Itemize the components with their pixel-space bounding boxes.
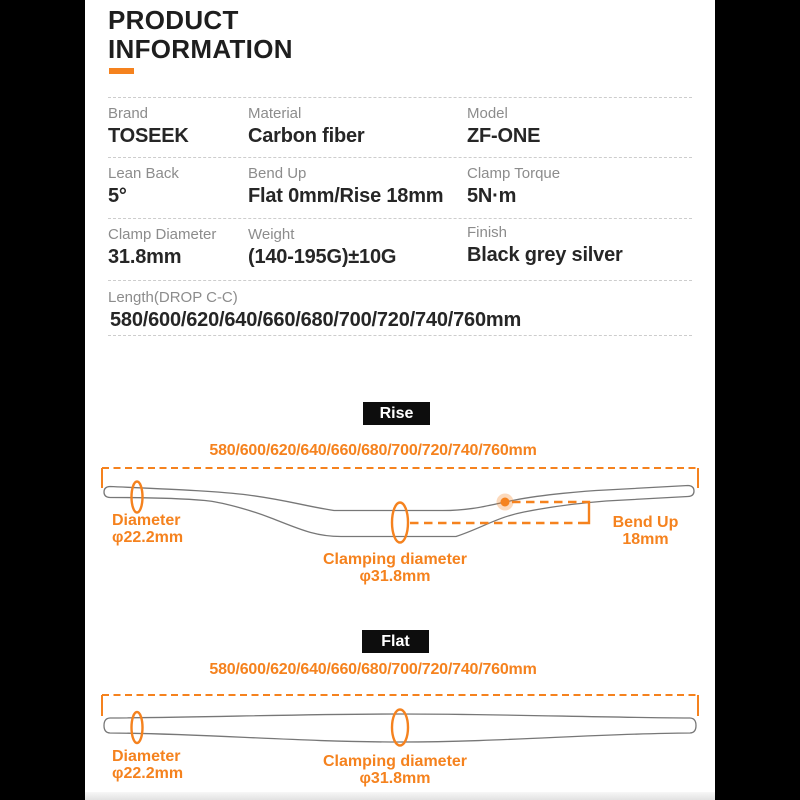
separator: [108, 218, 692, 219]
label-value: φ22.2mm: [112, 765, 184, 782]
spec-bend-up: [248, 165, 443, 208]
label-value: 18mm: [622, 531, 669, 548]
separator: [108, 97, 692, 98]
spec-model: [467, 105, 540, 148]
separator: [108, 280, 692, 281]
spec-value: ZF-ONE: [467, 125, 541, 147]
spec-length: [108, 289, 521, 332]
label-value: φ31.8mm: [359, 568, 431, 585]
spec-label: Finish: [467, 224, 508, 241]
spec-brand: [108, 105, 189, 148]
rise-bend-up-label: [583, 514, 708, 548]
flat-clamping-diameter-label: [280, 753, 510, 787]
spec-label: Weight: [248, 226, 295, 243]
spec-value: 5°: [108, 185, 127, 207]
spec-value: Flat 0mm/Rise 18mm: [248, 185, 444, 207]
spec-value: (140-195G)±10G: [248, 246, 397, 268]
spec-label: Material: [248, 105, 302, 122]
separator: [108, 335, 692, 336]
flat-section-tag: [362, 630, 429, 653]
page-title-line2: INFORMATION: [108, 34, 293, 64]
spec-value: Black grey silver: [467, 244, 623, 266]
flat-length-text: 580/600/620/640/660/680/700/720/740/760mm: [209, 661, 537, 678]
separator: [108, 157, 692, 158]
rise-length-text: 580/600/620/640/660/680/700/720/740/760mm: [209, 442, 537, 459]
flat-handlebar-outline: [104, 714, 696, 742]
spec-label: Model: [467, 105, 508, 122]
spec-label: Clamp Torque: [467, 165, 561, 182]
page-title-line1: PRODUCT: [108, 5, 239, 35]
label-value: φ22.2mm: [112, 529, 184, 546]
flat-grip-diameter-label: [112, 748, 183, 782]
label-text: Clamping diameter: [322, 551, 468, 568]
spec-weight: [248, 226, 396, 269]
spec-label: Lean Back: [108, 165, 179, 182]
rise-bend-dot: [501, 498, 510, 507]
spec-value: 31.8mm: [108, 246, 182, 268]
spec-value: 5N·m: [467, 185, 517, 207]
spec-value: Carbon fiber: [248, 125, 365, 147]
label-text: Clamping diameter: [322, 753, 468, 770]
label-value: φ31.8mm: [359, 770, 431, 787]
rise-section-label: Rise: [379, 404, 414, 422]
spec-clamp-torque: [467, 165, 560, 208]
rise-grip-diameter-label: [112, 512, 183, 546]
spec-value: TOSEEK: [108, 125, 189, 147]
spec-finish: [467, 224, 623, 267]
rise-clamping-diameter-label: [280, 551, 510, 585]
label-text: Bend Up: [612, 514, 679, 531]
rise-section-tag: [363, 402, 430, 425]
label-text: Diameter: [112, 512, 181, 529]
label-text: Diameter: [112, 748, 181, 765]
spec-material: [248, 105, 365, 148]
spec-label: Length(DROP C-C): [108, 289, 238, 306]
spec-label: Brand: [108, 105, 149, 122]
spec-lean-back: [108, 165, 179, 208]
spec-label: Clamp Diameter: [108, 226, 217, 243]
spec-label: Bend Up: [248, 165, 307, 182]
product-info-panel: [85, 0, 715, 800]
spec-clamp-diameter: [108, 226, 216, 269]
flat-section-label: Flat: [381, 632, 410, 650]
page-title: [108, 6, 293, 64]
title-accent-bar: [109, 68, 134, 74]
next-section-edge: [85, 792, 715, 800]
spec-value: 580/600/620/640/660/680/700/720/740/760mm: [110, 309, 522, 331]
